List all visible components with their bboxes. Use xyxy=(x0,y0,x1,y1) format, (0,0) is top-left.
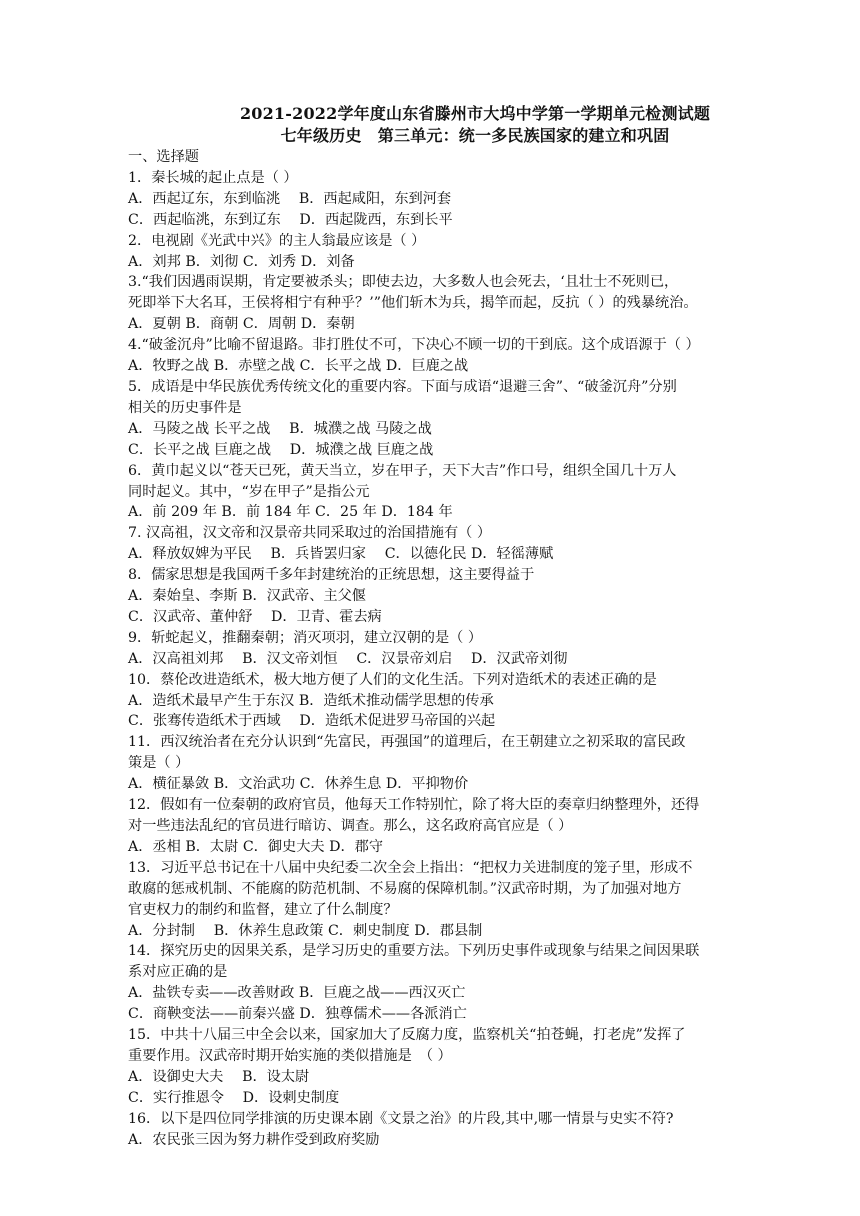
options-15a: A．设御史大夫 B．设太尉 xyxy=(128,1068,310,1085)
question-13-cont: 敢腐的惩戒机制、不能腐的防范机制、不易腐的保障机制。”汉武帝时期，为了加强对地方 xyxy=(128,880,682,897)
question-3: 3.“我们因遇雨误期，肯定要被杀头；即使去边，大多数人也会死去，‘且壮士不死则已， xyxy=(128,274,679,291)
question-15-cont: 重要作用。汉武帝时期开始实施的类似措施是 （ ） xyxy=(128,1047,452,1064)
question-14: 14．探究历史的因果关系，是学习历史的重要方法。下列历史事件或现象与结果之间因果联 xyxy=(128,943,700,960)
exam-subtitle: 七年级历史 第三单元：统一多民族国家的建立和巩固 xyxy=(280,126,670,145)
options-10b: C．张骞传造纸术于西域 D．造纸术促进罗马帝国的兴起 xyxy=(128,713,496,730)
options-4: A．牧野之战 B．赤壁之战 C．长平之战 D．巨鹿之战 xyxy=(128,358,469,375)
options-5a: A．马陵之战 长平之战 B．城濮之战 马陵之战 xyxy=(128,420,432,437)
question-3-cont: 死即举下大名耳，王侯将相宁有种乎？’”他们斩木为兵，揭竿而起，反抗（ ）的残暴统治。 xyxy=(128,295,698,312)
question-4: 4.“破釜沉舟”比喻不留退路。非打胜仗不可，下决心不顾一切的干到底。这个成语源于（ ） xyxy=(128,337,700,354)
question-16: 16．以下是四位同学排演的历史课本剧《文景之治》的片段,其中,哪一情景与史实不符? xyxy=(128,1110,674,1127)
question-13: 13．习近平总书记在十八届中央纪委二次全会上指出：“把权力关进制度的笼子里，形成不 xyxy=(128,859,693,876)
options-16a: A．农民张三因为努力耕作受到政府奖励 xyxy=(128,1131,380,1148)
options-2: A．刘邦 B．刘彻 C．刘秀 D．刘备 xyxy=(128,253,355,270)
options-15b: C．实行推恩令 D．设刺史制度 xyxy=(128,1089,340,1106)
question-12-cont: 对一些违法乱纪的官员进行暗访、调查。那么，这名政府高官应是（ ） xyxy=(128,818,573,834)
options-10a: A．造纸术最早产生于东汉 B．造纸术推动儒学思想的传承 xyxy=(128,692,494,709)
question-6: 6．黄巾起义以“苍天已死，黄天当立，岁在甲子，天下大吉”作口号，组织全国几十万人 xyxy=(128,462,677,479)
options-14b: C．商鞅变法——前秦兴盛 D．独尊儒术——各派消亡 xyxy=(128,1006,467,1023)
question-1: 1．秦长城的起止点是（ ） xyxy=(128,169,298,186)
options-8b: C．汉武帝、董仲舒 D．卫青、霍去病 xyxy=(128,608,382,625)
question-5: 5．成语是中华民族优秀传统文化的重要内容。下面与成语“退避三舍”、“破釜沉舟”分别 xyxy=(128,378,677,395)
options-8a: A．秦始皇、李斯 B．汉武帝、主父偃 xyxy=(128,588,366,605)
question-9: 9．斩蛇起义，推翻秦朝；消灭项羽，建立汉朝的是（ ） xyxy=(128,629,483,646)
options-6: A．前 209 年 B．前 184 年 C．25 年 D．184 年 xyxy=(128,504,453,521)
question-15: 15．中共十八届三中全会以来，国家加大了反腐力度，监察机关“拍苍蝇，打老虎”发挥了 xyxy=(128,1027,686,1044)
question-8: 8．儒家思想是我国两千多年封建统治的正统思想，这主要得益于 xyxy=(128,567,535,584)
section-heading: 一、选择题 xyxy=(128,149,199,165)
question-11: 11．西汉统治者在充分认识到“先富民，再强国”的道理后，在王朝建立之初采取的富民政 xyxy=(128,734,686,751)
exam-title: 2021-2022学年度山东省滕州市大坞中学第一学期单元检测试题 xyxy=(239,104,711,123)
question-2: 2．电视剧《光武中兴》的主人翁最应该是（ ） xyxy=(128,232,426,249)
question-12: 12．假如有一位秦朝的政府官员，他每天工作特别忙，除了将大臣的奏章归纳整理外，还得 xyxy=(128,797,700,814)
options-3: A．夏朝 B．商朝 C．周朝 D．秦朝 xyxy=(128,316,355,333)
options-7: A．释放奴婢为平民 B．兵皆罢归家 C．以德化民 D．轻徭薄赋 xyxy=(128,546,554,563)
options-13: A．分封制 B．休养生息政策 C．刺史制度 D．郡县制 xyxy=(128,922,483,939)
options-14a: A．盐铁专卖——改善财政 B．巨鹿之战——西汉灭亡 xyxy=(128,985,466,1002)
question-10: 10．蔡伦改进造纸术，极大地方便了人们的文化生活。下列对造纸术的表述正确的是 xyxy=(128,671,657,688)
question-7: 7. 汉高祖，汉文帝和汉景帝共同采取过的治国措施有（ ） xyxy=(128,525,492,542)
question-5-cont: 相关的历史事件是 xyxy=(128,399,242,416)
options-5b: C．长平之战 巨鹿之战 D．城濮之战 巨鹿之战 xyxy=(128,441,434,458)
options-1a: A．西起辽东，东到临洮 B．西起咸阳，东到河套 xyxy=(128,190,452,207)
question-13-cont2: 官吏权力的制约和监督，建立了什么制度？ xyxy=(128,901,398,918)
question-11-cont: 策是（ ） xyxy=(128,755,190,772)
options-9: A．汉高祖刘邦 B．汉文帝刘恒 C．汉景帝刘启 D．汉武帝刘彻 xyxy=(128,650,568,667)
question-6-cont: 同时起义。其中，“岁在甲子”是指公元 xyxy=(128,483,370,500)
options-11: A．横征暴敛 B．文治武功 C．休养生息 D．平抑物价 xyxy=(128,776,469,793)
options-1b: C．西起临洮，东到辽东 D．西起陇西，东到长平 xyxy=(128,211,453,228)
question-14-cont: 系对应正确的是 xyxy=(128,964,228,981)
question-body xyxy=(128,147,800,1151)
options-12: A．丞相 B．太尉 C．御史大夫 D．郡守 xyxy=(128,838,384,855)
